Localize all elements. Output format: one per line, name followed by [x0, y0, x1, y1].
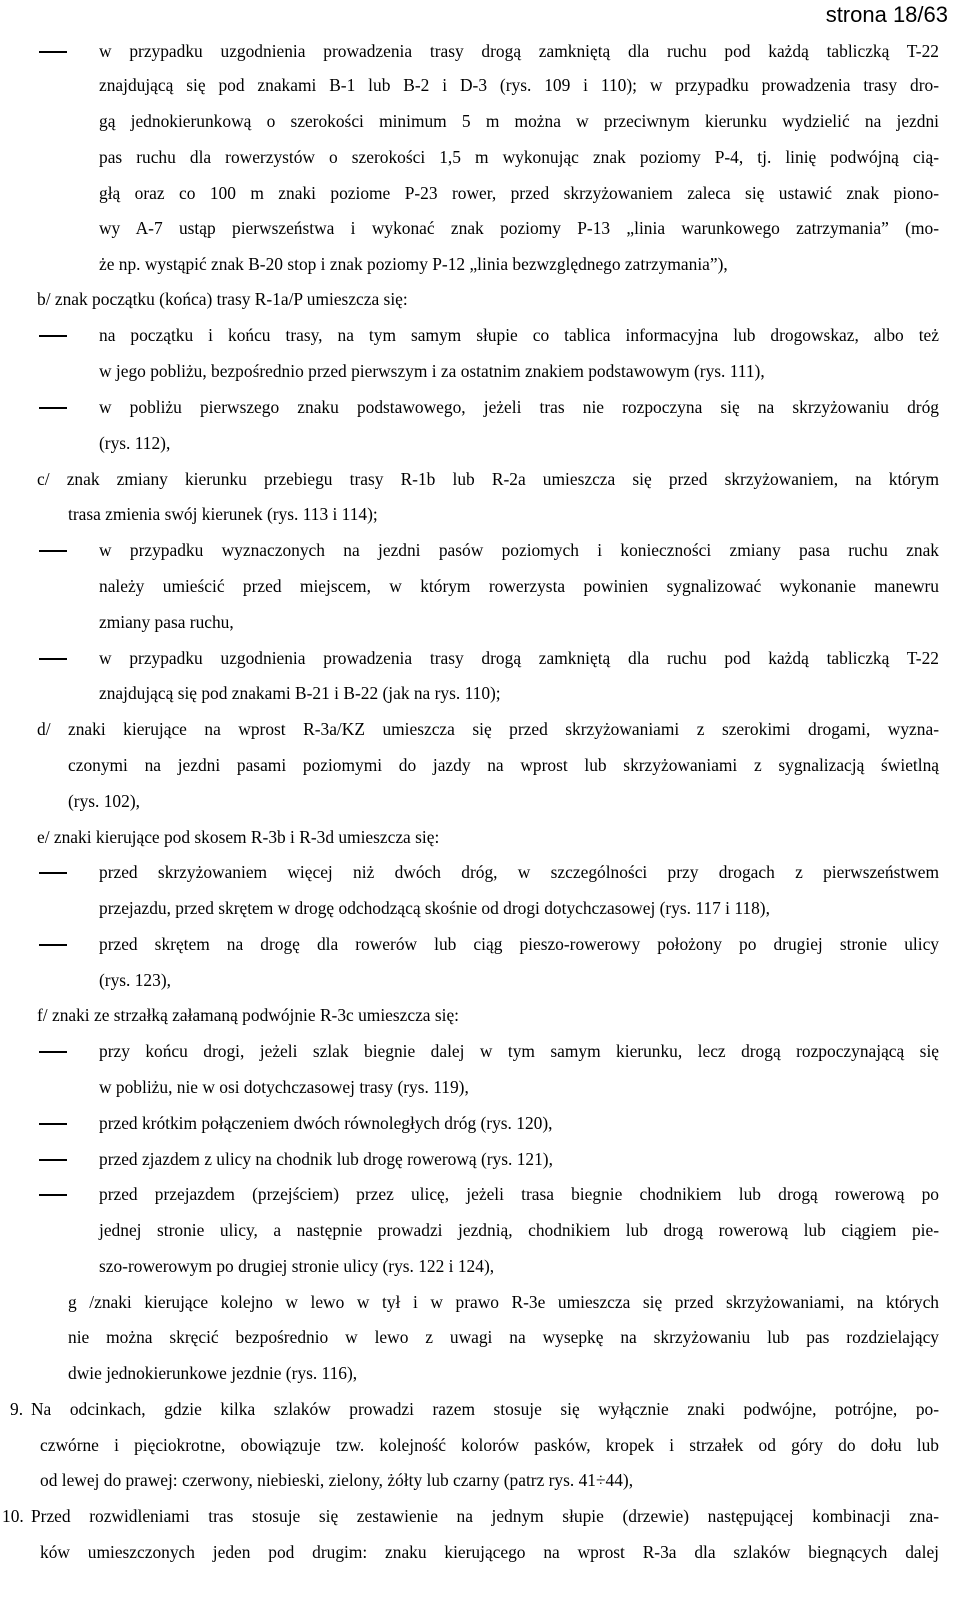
dash-bullet	[39, 407, 67, 409]
text-line: Na odcinkach, gdzie kilka szlaków prowadzi razem stosuje się wyłącznie znaki podwójne, potrójne, po-	[31, 1399, 939, 1419]
text-line: przy końcu drogi, jeżeli szlak biegnie dalej w tym samym kierunku, lecz drogą rozpoczynającą się	[99, 1041, 939, 1061]
text-line: (rys. 123),	[99, 970, 171, 990]
text-line: przed skrzyżowaniem więcej niż dwóch dróg, w szczególności przy drogach z pierwszeństwem	[99, 862, 939, 882]
text-line: trasa zmienia swój kierunek (rys. 113 i 114);	[68, 504, 378, 524]
text-line: głą oraz co 100 m znaki poziome P-23 rower, przed skrzyżowaniem zaleca się ustawić znak piono-	[99, 183, 939, 203]
text-line: (rys. 102),	[68, 791, 140, 811]
text-line: czwórne i pięciokrotne, obowiązuje tzw. kolejność kolorów pasków, kropek i strzałek od góry do dołu lub	[40, 1435, 939, 1455]
text-line: należy umieścić przed miejscem, w którym rowerzysta powinien sygnalizować wykonanie manewru	[99, 576, 939, 596]
dash-bullet	[39, 51, 67, 53]
text-line: czonymi na jezdni pasami poziomymi do jazdy na wprost lub skrzyżowaniami z sygnalizacją świetlną	[68, 755, 939, 775]
text-line: gą jednokierunkową o szerokości minimum 5 m można w przeciwnym kierunku wydzielić na jezdni	[99, 111, 939, 131]
text-line: dwie jednokierunkowe jezdnie (rys. 116),	[68, 1363, 358, 1383]
item-number: 10.	[2, 1506, 24, 1526]
item-number: 9.	[10, 1399, 24, 1419]
dash-bullet	[39, 658, 67, 660]
text-line: w jego pobliżu, bezpośrednio przed pierwszym i za ostatnim znakiem podstawowym (rys. 111),	[99, 361, 765, 381]
dash-bullet	[39, 335, 67, 337]
dash-bullet	[39, 550, 67, 552]
text-line: w przypadku uzgodnienia prowadzenia trasy drogą zamkniętą dla ruchu pod każdą tabliczką T-22	[99, 648, 939, 668]
text-line: nie można skręcić bezpośrednio w lewo z uwagi na wysepkę na skrzyżowaniu lub pas rozdzielający	[68, 1327, 939, 1347]
text-line: Przed rozwidleniami tras stosuje się zestawienie na jednym słupie (drzewie) następującej kombinacji zna-	[31, 1506, 939, 1526]
text-line: na początku i końcu trasy, na tym samym słupie co tablica informacyjna lub drogowskaz, albo też	[99, 325, 939, 345]
text-line: w przypadku uzgodnienia prowadzenia trasy drogą zamkniętą dla ruchu pod każdą tabliczką T-22	[99, 41, 939, 61]
text-line: w przypadku wyznaczonych na jezdni pasów poziomych i konieczności zmiany pasa ruchu znak	[99, 540, 939, 560]
text-line: przejazdu, przed skrętem w drogę odchodzącą skośnie od drogi dotychczasowej (rys. 117 i 118),	[99, 898, 770, 918]
text-line: znajdującą się pod znakami B-1 lub B-2 i D-3 (rys. 109 i 110); w przypadku prowadzenia trasy dro-	[99, 75, 939, 95]
text-line: znajdującą się pod znakami B-21 i B-22 (jak na rys. 110);	[99, 683, 501, 703]
text-line: w pobliżu, nie w osi dotychczasowej trasy (rys. 119),	[99, 1077, 469, 1097]
text-line: że np. wystąpić znak B-20 stop i znak poziomy P-12 „linia bezwzględnego zatrzymania”),	[99, 254, 728, 274]
text-line: e/ znaki kierujące pod skosem R-3b i R-3d umieszcza się:	[37, 827, 440, 847]
text-line: g /znaki kierujące kolejno w lewo w tył i w prawo R-3e umieszcza się przed skrzyżowaniami, na których	[68, 1292, 939, 1312]
text-line: f/ znaki ze strzałką załamaną podwójnie R-3c umieszcza się:	[37, 1005, 460, 1025]
text-line: od lewej do prawej: czerwony, niebieski, zielony, żółty lub czarny (patrz rys. 41÷44),	[40, 1470, 634, 1490]
text-line: przed przejazdem (przejściem) przez ulicę, jeżeli trasa biegnie chodnikiem lub drogą rowerową po	[99, 1184, 939, 1204]
text-line: szo-rowerowym po drugiej stronie ulicy (rys. 122 i 124),	[99, 1256, 495, 1276]
text-line: d/ znaki kierujące na wprost R-3a/KZ umieszcza się przed skrzyżowaniami z szerokimi drogami, wyzna-	[37, 719, 939, 739]
text-line: wy A-7 ustąp pierwszeństwa i wykonać znak poziomy P-13 „linia warunkowego zatrzymania” (mo-	[99, 218, 939, 238]
text-line: przed krótkim połączeniem dwóch równoległych dróg (rys. 120),	[99, 1113, 553, 1133]
dash-bullet	[39, 1123, 67, 1125]
dash-bullet	[39, 1159, 67, 1161]
text-line: b/ znak początku (końca) trasy R-1a/P umieszcza się:	[37, 289, 408, 309]
dash-bullet	[39, 1194, 67, 1196]
dash-bullet	[39, 872, 67, 874]
text-line: jednej stronie ulicy, a następnie prowadzi jezdnią, chodnikiem lub drogą rowerową lub ciągiem pie-	[99, 1220, 939, 1240]
text-line: c/ znak zmiany kierunku przebiegu trasy R-1b lub R-2a umieszcza się przed skrzyżowaniem, na którym	[37, 469, 939, 489]
page-number: strona 18/63	[825, 2, 948, 27]
dash-bullet	[39, 1051, 67, 1053]
text-line: ków umieszczonych jeden pod drugim: znaku kierującego na wprost R-3a dla szlaków biegnących dalej	[40, 1542, 939, 1562]
text-line: przed skrętem na drogę dla rowerów lub ciąg pieszo-rowerowy położony po drugiej stronie ulicy	[99, 934, 939, 954]
dash-bullet	[39, 944, 67, 946]
text-line: (rys. 112),	[99, 433, 171, 453]
text-line: pas ruchu dla rowerzystów o szerokości 1,5 m wykonując znak poziomy P-4, tj. linię podwójną cią-	[99, 147, 939, 167]
text-line: w pobliżu pierwszego znaku podstawowego, jeżeli tras nie rozpoczyna się na skrzyżowaniu dróg	[99, 397, 939, 417]
text-line: zmiany pasa ruchu,	[99, 612, 234, 632]
text-line: przed zjazdem z ulicy na chodnik lub drogę rowerową (rys. 121),	[99, 1149, 553, 1169]
